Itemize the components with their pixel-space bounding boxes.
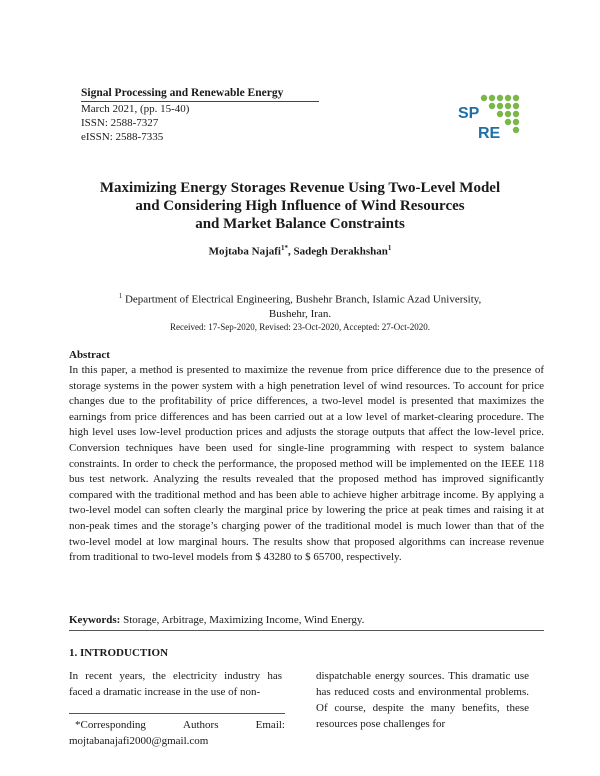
- title-line-2: and Considering High Influence of Wind Resources: [135, 198, 465, 214]
- author-1: Mojtaba Najafi: [208, 245, 281, 258]
- affiliation-line-2: Bushehr, Iran.: [268, 307, 332, 320]
- footnote-divider: [69, 713, 285, 714]
- intro-right-column: dispatchable energy sources. This dramatic use has reduced costs and environmental problems. Of course, despite the many benefits, these resources pose challenges for: [316, 670, 529, 730]
- keywords-divider: [69, 630, 544, 631]
- issue-line: March 2021, (pp. 15-40): [81, 103, 190, 115]
- journal-logo: [456, 94, 522, 144]
- journal-name: Signal Processing and Renewable Energy: [81, 87, 284, 99]
- author-separator: ,: [287, 245, 294, 258]
- submission-dates: Received: 17-Sep-2020, Revised: 23-Oct-2020, Accepted: 27-Oct-2020.: [170, 322, 430, 332]
- footnote-label-corresponding: *Corresponding: [75, 719, 146, 731]
- logo-sp-text: SP: [458, 105, 480, 122]
- keywords: [69, 614, 364, 626]
- keywords-text: Storage, Arbitrage, Maximizing Income, Wind Energy.: [123, 614, 365, 626]
- eissn-line: eISSN: 2588-7335: [81, 131, 164, 143]
- journal-divider: [81, 101, 319, 102]
- issn-line: ISSN: 2588-7327: [81, 117, 159, 129]
- intro-left-column: In recent years, the electricity industry has faced a dramatic increase in the use of non-: [69, 670, 282, 698]
- author-list: [60, 244, 540, 258]
- author-2: Sadegh Derakhshan: [293, 245, 388, 258]
- corresponding-email: mojtabanajafi2000@gmail.com: [69, 735, 209, 747]
- introduction-heading: 1. INTRODUCTION: [69, 647, 169, 659]
- title-line-3: and Market Balance Constraints: [195, 216, 405, 232]
- title-line-1: Maximizing Energy Storages Revenue Using Two-Level Model: [99, 180, 501, 196]
- footnote-label-authors: Authors: [183, 719, 219, 731]
- footnote-label-email: Email:: [255, 719, 285, 731]
- author-1-affiliation: 1*: [280, 244, 288, 252]
- affiliation-marker: 1: [118, 292, 123, 300]
- abstract-body: In this paper, a method is presented to maximize the revenue from price difference due to the presence of storage systems in the power system with a high penetration level of wind resources. To account for price changes due to the profitability of price differences, a two-level model is presented that maximizes the earnings from price differences and has been carried out at a low level of market-clearing procedure. The high level uses low-level production prices and adjusts the storage outputs that affect the low-level price. Conversion techniques have been used for single-line programming with respect to system balance constraints. In order to check the performance, the proposed method will be implemented on the IEEE 118 bus test network. Analyzing the results revealed that the proposed method has improved significantly compared with the traditional method and has been able to achieve higher arbitrage income. By applying a two-level model can soften clearly the marginal price by lowering the price at peak times and raising it at non-peak times and the storage’s charging power of the traditional model is much lower than that of the two-level model at low marginal hours. The results show that proposed algorithms can increase revenue from traditional to two-level models from $ 43280 to $ 65700, respectively.: [69, 364, 544, 564]
- paper-title: [60, 179, 540, 233]
- logo-re-text: RE: [478, 125, 501, 142]
- affiliation: [100, 289, 500, 321]
- affiliation-line-1: Department of Electrical Engineering, Bushehr Branch, Islamic Azad University,: [124, 293, 482, 306]
- abstract-heading: Abstract: [69, 349, 110, 361]
- corresponding-author-footnote: [69, 717, 285, 749]
- keywords-label: Keywords:: [69, 614, 121, 626]
- author-2-affiliation: 1: [387, 244, 392, 252]
